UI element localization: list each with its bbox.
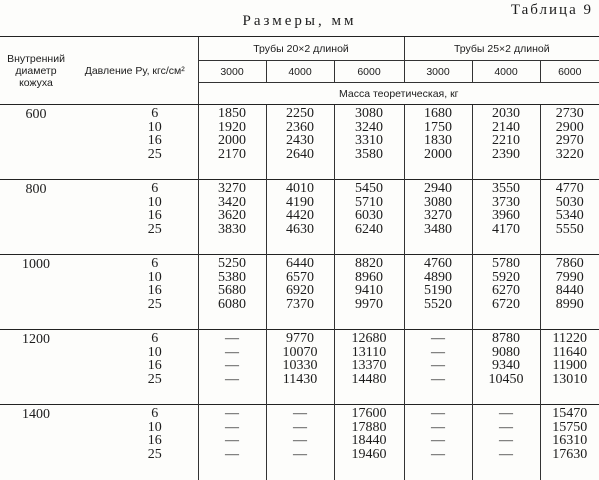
mass-table (0, 36, 599, 480)
tube-25-header: Трубы 25×2 длиной (404, 37, 599, 61)
mass-cell: 8820 8960 9410 9970 (334, 255, 404, 330)
diameter-header: Внутренний диаметр кожуха (0, 37, 72, 105)
mass-header: Масса теоретическая, кг (198, 83, 599, 105)
mass-cell: — — — — (198, 405, 266, 480)
length-header: 3000 (404, 61, 472, 83)
mass-cell: 4760 4890 5190 5520 (404, 255, 472, 330)
mass-cell: 2730 2900 2970 3220 (540, 105, 599, 180)
length-header: 4000 (266, 61, 334, 83)
mass-cell: — — — — (472, 405, 540, 480)
mass-cell: 7860 7990 8440 8990 (540, 255, 599, 330)
mass-cell: 3270 3420 3620 3830 (198, 180, 266, 255)
pressure-header: Давление Pу, кгс/см² (72, 37, 198, 105)
mass-cell: 17600 17880 18440 19460 (334, 405, 404, 480)
pressure-cell: 6 10 16 25 (72, 180, 198, 255)
diameter-cell: 1000 (0, 255, 72, 330)
mass-cell: 1850 1920 2000 2170 (198, 105, 266, 180)
table-number: Таблица 9 (510, 2, 593, 18)
mass-cell: 9770 10070 10330 11430 (266, 330, 334, 405)
tube-20-header: Трубы 20×2 длиной (198, 37, 404, 61)
diameter-cell: 800 (0, 180, 72, 255)
length-header: 3000 (198, 61, 266, 83)
mass-cell: 5780 5920 6270 6720 (472, 255, 540, 330)
mass-cell: 11220 11640 11900 13010 (540, 330, 599, 405)
mass-cell: — — — — (404, 405, 472, 480)
length-header: 6000 (540, 61, 599, 83)
mass-cell: — — — — (404, 330, 472, 405)
mass-cell: 15470 15750 16310 17630 (540, 405, 599, 480)
mass-cell: — — — — (198, 330, 266, 405)
table-caption: Размеры, мм (242, 13, 357, 29)
mass-cell: 5450 5710 6030 6240 (334, 180, 404, 255)
mass-cell: 8780 9080 9340 10450 (472, 330, 540, 405)
diameter-cell: 600 (0, 105, 72, 180)
mass-cell: 3080 3240 3310 3580 (334, 105, 404, 180)
mass-cell: 2940 3080 3270 3480 (404, 180, 472, 255)
diameter-cell: 1400 (0, 405, 72, 480)
mass-cell: 2030 2140 2210 2390 (472, 105, 540, 180)
pressure-cell: 6 10 16 25 (72, 255, 198, 330)
length-header: 4000 (472, 61, 540, 83)
pressure-cell: 6 10 16 25 (72, 105, 198, 180)
mass-cell: 12680 13110 13370 14480 (334, 330, 404, 405)
mass-cell: 2250 2360 2430 2640 (266, 105, 334, 180)
diameter-cell: 1200 (0, 330, 72, 405)
mass-cell: 5250 5380 5680 6080 (198, 255, 266, 330)
mass-cell: 4770 5030 5340 5550 (540, 180, 599, 255)
length-header: 6000 (334, 61, 404, 83)
pressure-cell: 6 10 16 25 (72, 405, 198, 480)
mass-cell: 4010 4190 4420 4630 (266, 180, 334, 255)
pressure-cell: 6 10 16 25 (72, 330, 198, 405)
mass-cell: 1680 1750 1830 2000 (404, 105, 472, 180)
mass-cell: 3550 3730 3960 4170 (472, 180, 540, 255)
mass-cell: 6440 6570 6920 7370 (266, 255, 334, 330)
mass-cell: — — — — (266, 405, 334, 480)
